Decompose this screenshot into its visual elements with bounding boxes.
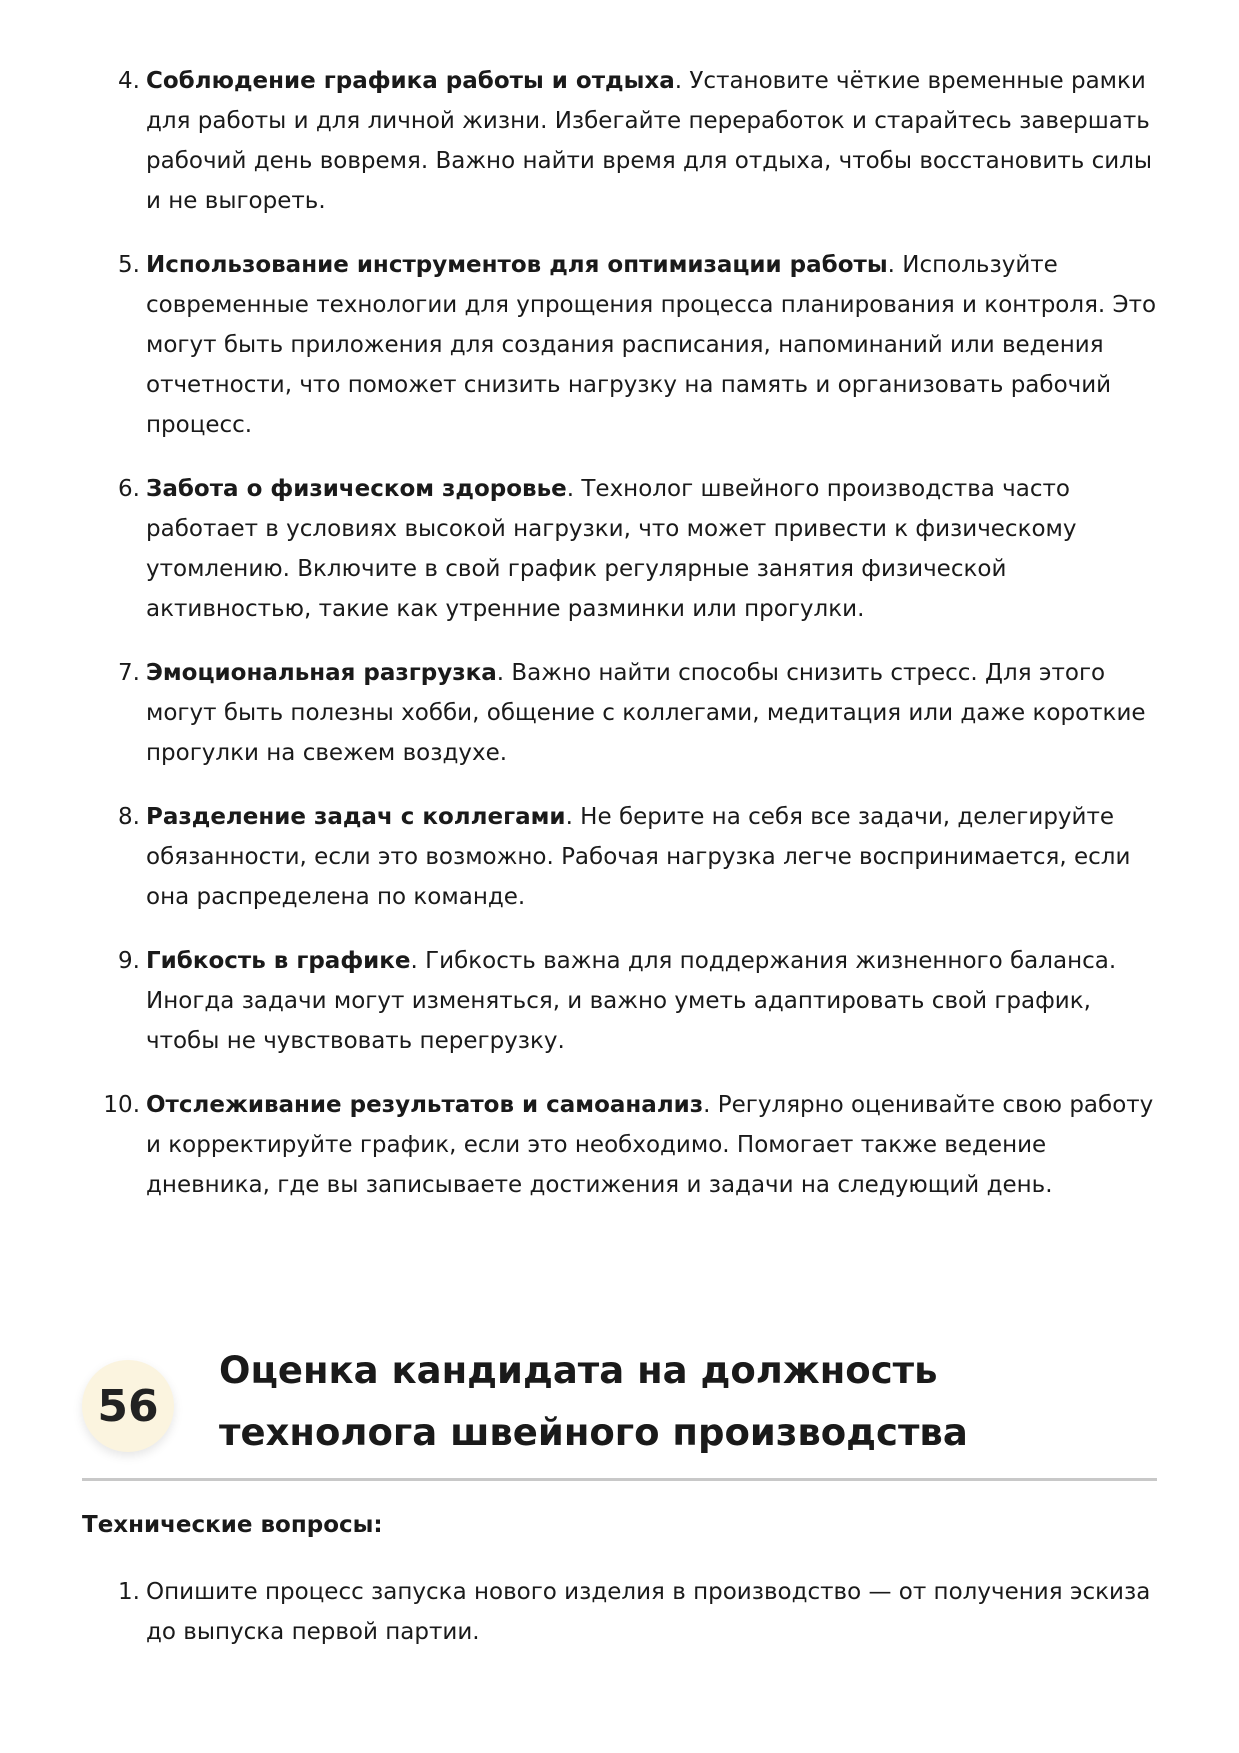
item-title: Забота о физическом здоровье (146, 476, 567, 502)
item-title: Разделение задач с коллегами (146, 804, 566, 830)
list-item (102, 653, 1157, 773)
item-number: 5. (118, 252, 140, 278)
list-item (102, 797, 1157, 917)
list-item (102, 469, 1157, 629)
item-text: . Гибкость важна для поддержания жизненного баланса. Иногда задачи могут изменяться, и важно уметь адаптировать свой график, чтобы не чувствовать перегрузку. (146, 948, 1117, 1054)
item-number: 10. (103, 1092, 140, 1118)
item-number: 9. (118, 948, 140, 974)
item-number: 7. (118, 660, 140, 686)
subheading: Технические вопросы: (82, 1512, 383, 1538)
item-text: . Технолог швейного производства часто работает в условиях высокой нагрузки, что может привести к физическому утомлению. Включите в свой график регулярные занятия физической активностью, такие как утренние разминки или прогулки. (146, 476, 1077, 622)
item-text: . Установите чёткие временные рамки для работы и для личной жизни. Избегайте переработок и старайтесь завершать рабочий день вовремя. Важно найти время для отдыха, чтобы восстановить силы и не выгореть. (146, 68, 1153, 214)
list-item (102, 61, 1157, 221)
list-item (102, 1572, 1157, 1652)
tips-list (102, 61, 1157, 1229)
item-text: . Не берите на себя все задачи, делегируйте обязанности, если это возможно. Рабочая нагрузка легче воспринимается, если она распределена по команде. (146, 804, 1131, 910)
item-text: . Важно найти способы снизить стресс. Для этого могут быть полезны хобби, общение с коллегами, медитация или даже короткие прогулки на свежем воздухе. (146, 660, 1146, 766)
item-number: 4. (118, 68, 140, 94)
item-title: Гибкость в графике (146, 948, 411, 974)
list-item (102, 1085, 1157, 1205)
section-number-badge: 56 (82, 1360, 174, 1452)
item-text: . Регулярно оценивайте свою работу и корректируйте график, если это необходимо. Помогает также ведение дневника, где вы записываете достижения и задачи на следующий день. (146, 1092, 1154, 1198)
item-number: 1. (118, 1579, 140, 1605)
item-text: . Используйте современные технологии для упрощения процесса планирования и контроля. Это могут быть приложения для создания расписания, напоминаний или ведения отчетности, что поможет снизить нагрузку на память и организовать рабочий процесс. (146, 252, 1157, 438)
questions-list (102, 1572, 1157, 1676)
list-item (102, 245, 1157, 445)
item-title: Использование инструментов для оптимизации работы (146, 252, 888, 278)
item-title: Эмоциональная разгрузка (146, 660, 497, 686)
section-title: Оценка кандидата на должность технолога швейного производства (219, 1349, 968, 1454)
section-divider (82, 1478, 1157, 1481)
item-number: 8. (118, 804, 140, 830)
item-title: Отслеживание результатов и самоанализ (146, 1092, 704, 1118)
item-text: Опишите процесс запуска нового изделия в производство — от получения эскиза до выпуска первой партии. (146, 1579, 1151, 1645)
item-title: Соблюдение графика работы и отдыха (146, 68, 675, 94)
list-item (102, 941, 1157, 1061)
item-number: 6. (118, 476, 140, 502)
